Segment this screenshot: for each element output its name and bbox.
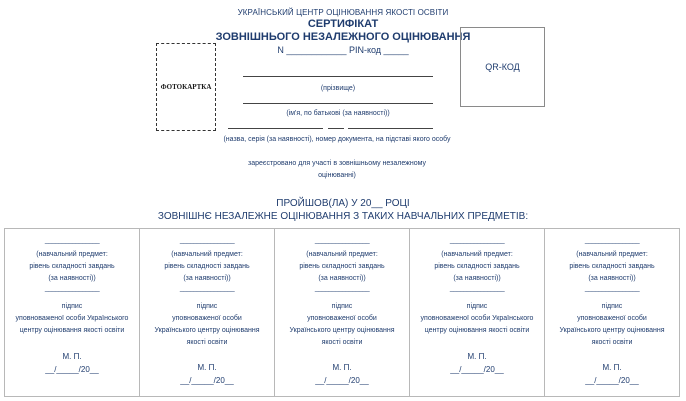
subject-cell: [275, 229, 410, 396]
subject-caption: (навчальний предмет:: [576, 251, 648, 258]
signature-blank: ________________: [44, 285, 100, 292]
signature-blank: ________________: [314, 285, 370, 292]
sign-caption-2: уповноваженої особи: [307, 315, 377, 322]
level-caption-2: (за наявності)): [588, 275, 636, 282]
stamp-mark: М. П.: [197, 363, 217, 372]
sign-caption: підпис: [61, 303, 83, 310]
certificate-title: СЕРТИФІКАТ: [307, 18, 379, 30]
sign-caption-3: центру оцінювання якості освіти: [19, 327, 125, 334]
name-line: [243, 103, 433, 104]
level-caption: рівень складності завдань: [29, 263, 115, 270]
document-caption: (назва, серія (за наявності), номер документа, на підставі якого особу: [223, 136, 451, 143]
subject-cell: [410, 229, 545, 396]
sign-caption: підпис: [331, 303, 353, 310]
subject-caption: (навчальний предмет:: [36, 251, 108, 258]
document-series-line-2: [328, 128, 344, 129]
subject-caption: (навчальний предмет:: [306, 251, 378, 258]
level-caption-2: (за наявності)): [48, 275, 96, 282]
level-caption: рівень складності завдань: [434, 263, 520, 270]
number-pin-line: N ____________ PIN-код _____: [277, 45, 409, 55]
date-line: __/_____/20__: [585, 376, 639, 385]
sign-caption-4: якості освіти: [186, 339, 228, 346]
level-caption-2: (за наявності)): [183, 275, 231, 282]
photo-placeholder: [156, 43, 216, 131]
organization-name: УКРАЇНСЬКИЙ ЦЕНТР ОЦІНЮВАННЯ ЯКОСТІ ОСВІТИ: [237, 8, 449, 17]
sign-caption-3: Українського центру оцінювання: [289, 327, 395, 334]
qr-label: QR-КОД: [485, 62, 520, 72]
document-series-line: [228, 128, 323, 129]
sign-caption-2: уповноваженої особи: [577, 315, 647, 322]
passed-year-line: ПРОЙШОВ(ЛА) У 20__ РОЦІ: [276, 198, 410, 209]
subject-blank: ________________: [584, 237, 640, 244]
level-caption: рівень складності завдань: [164, 263, 250, 270]
registered-text-2: оцінюванні): [318, 172, 356, 179]
subject-caption: (навчальний предмет:: [441, 251, 513, 258]
surname-caption: (прізвище): [320, 85, 356, 92]
level-caption-2: (за наявності)): [453, 275, 501, 282]
subject-blank: ________________: [179, 237, 235, 244]
date-line: __/_____/20__: [180, 376, 234, 385]
sign-caption-3: центру оцінювання якості освіти: [424, 327, 530, 334]
subject-cell: [5, 229, 140, 396]
sign-caption: підпис: [196, 303, 218, 310]
level-caption: рівень складності завдань: [299, 263, 385, 270]
registered-text: зареєстровано для участі в зовнішньому незалежному: [248, 160, 426, 167]
level-caption: рівень складності завдань: [569, 263, 655, 270]
stamp-mark: М. П.: [602, 363, 622, 372]
sign-caption-2: уповноваженої особи Українського: [15, 315, 129, 322]
sign-caption-4: якості освіти: [321, 339, 363, 346]
subjects-grid: [4, 228, 680, 397]
date-line: __/_____/20__: [45, 365, 99, 374]
qr-code-placeholder: [460, 27, 545, 107]
stamp-mark: М. П.: [62, 352, 82, 361]
sign-caption-4: якості освіти: [591, 339, 633, 346]
photo-label: ФОТОКАРТКА: [160, 83, 212, 91]
sign-caption-3: Українського центру оцінювання: [154, 327, 260, 334]
document-number-line: [348, 128, 433, 129]
surname-line: [243, 76, 433, 77]
sign-caption-2: уповноваженої особи Українського: [420, 315, 534, 322]
passed-subjects-line: ЗОВНІШНЄ НЕЗАЛЕЖНЕ ОЦІНЮВАННЯ З ТАКИХ НАВЧАЛЬНИХ ПРЕДМЕТІВ:: [157, 211, 529, 222]
subject-blank: ________________: [314, 237, 370, 244]
stamp-mark: М. П.: [332, 363, 352, 372]
signature-blank: ________________: [584, 285, 640, 292]
subject-blank: ________________: [44, 237, 100, 244]
subject-blank: ________________: [449, 237, 505, 244]
level-caption-2: (за наявності)): [318, 275, 366, 282]
stamp-mark: М. П.: [467, 352, 487, 361]
signature-blank: ________________: [179, 285, 235, 292]
name-caption: (ім'я, по батькові (за наявності)): [286, 110, 390, 117]
sign-caption: підпис: [601, 303, 623, 310]
sign-caption: підпис: [466, 303, 488, 310]
date-line: __/_____/20__: [315, 376, 369, 385]
sign-caption-3: Українського центру оцінювання: [559, 327, 665, 334]
sign-caption-2: уповноваженої особи: [172, 315, 242, 322]
subject-cell: [545, 229, 679, 396]
subject-cell: [140, 229, 275, 396]
subject-caption: (навчальний предмет:: [171, 251, 243, 258]
date-line: __/_____/20__: [450, 365, 504, 374]
signature-blank: ________________: [449, 285, 505, 292]
certificate-subtitle: ЗОВНІШНЬОГО НЕЗАЛЕЖНОГО ОЦІНЮВАННЯ: [215, 31, 471, 43]
